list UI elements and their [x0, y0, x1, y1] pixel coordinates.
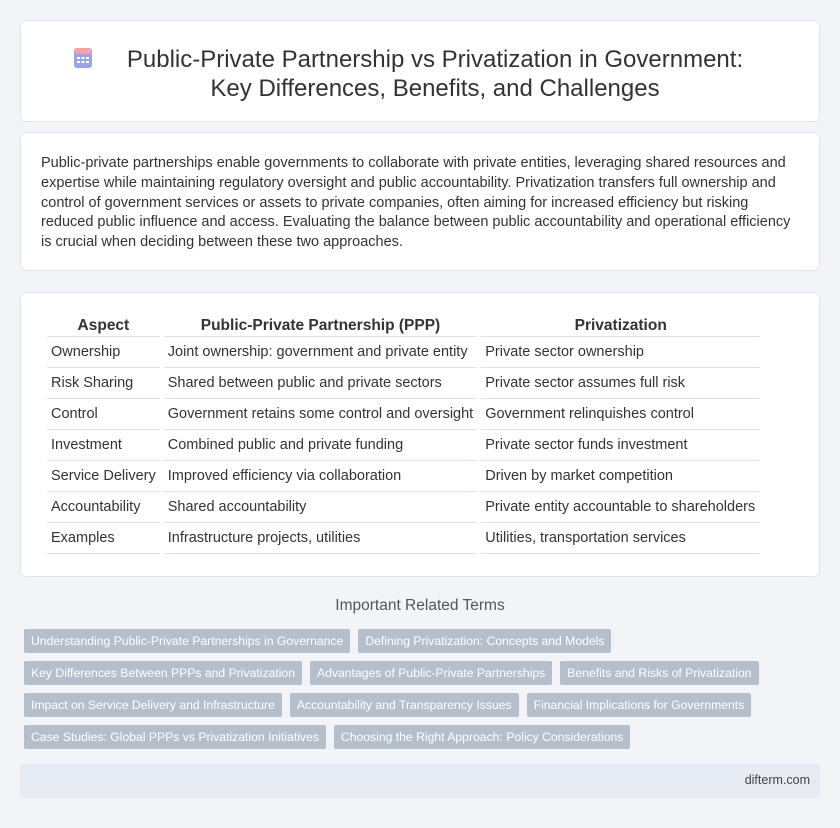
related-term-tag[interactable]: Financial Implications for Governments	[527, 693, 752, 717]
table-row	[47, 523, 760, 554]
tag-row	[24, 661, 824, 685]
footer-brand[interactable]: difterm.com	[744, 773, 810, 787]
title-card	[20, 20, 820, 122]
tag-row	[24, 693, 824, 717]
column-header-aspect: Aspect	[47, 316, 160, 337]
cell-aspect: Ownership	[47, 337, 160, 368]
related-term-tag[interactable]: Impact on Service Delivery and Infrastructure	[24, 693, 282, 717]
cell-aspect: Service Delivery	[47, 461, 160, 492]
table-row	[47, 399, 760, 430]
cell-aspect: Examples	[47, 523, 160, 554]
cell-privatization: Private sector assumes full risk	[481, 368, 760, 399]
table-row	[47, 337, 760, 368]
table-row	[47, 492, 760, 523]
footer	[20, 764, 820, 798]
related-term-tag[interactable]: Advantages of Public-Private Partnerships	[310, 661, 552, 685]
tag-row	[24, 725, 824, 749]
cell-aspect: Risk Sharing	[47, 368, 160, 399]
related-term-tag[interactable]: Understanding Public-Private Partnerships in Governance	[24, 629, 350, 653]
intro-paragraph: Public-private partnerships enable governments to collaborate with private entities, leveraging shared resources and expertise while maintaining regulatory oversight and public accountability. Privatization transfers full ownership and control of government services or assets to private companies, often aiming for increased efficiency but risking reduced public influence and access. Evaluating the balance between public accountability and operational efficiency is crucial when deciding between these two approaches.	[41, 155, 791, 251]
cell-ppp: Government retains some control and oversight	[164, 399, 477, 430]
cell-privatization: Government relinquishes control	[481, 399, 760, 430]
column-header-privatization: Privatization	[481, 316, 760, 337]
table-row	[47, 368, 760, 399]
related-term-tag[interactable]: Case Studies: Global PPPs vs Privatization Initiatives	[24, 725, 326, 749]
page-title: Public-Private Partnership vs Privatization in Government: Key Differences, Benefits, and Challenges	[126, 46, 744, 102]
cell-privatization: Driven by market competition	[481, 461, 760, 492]
cell-ppp: Joint ownership: government and private entity	[164, 337, 477, 368]
cell-privatization: Private sector funds investment	[481, 430, 760, 461]
table-row	[47, 461, 760, 492]
related-terms-title: Important Related Terms	[335, 597, 505, 614]
cell-ppp: Infrastructure projects, utilities	[164, 523, 477, 554]
cell-privatization: Utilities, transportation services	[481, 523, 760, 554]
related-term-tag[interactable]: Key Differences Between PPPs and Privatization	[24, 661, 302, 685]
cell-ppp: Shared accountability	[164, 492, 477, 523]
related-term-tag[interactable]: Benefits and Risks of Privatization	[560, 661, 758, 685]
cell-aspect: Accountability	[47, 492, 160, 523]
cell-privatization: Private entity accountable to shareholders	[481, 492, 760, 523]
table-header-row	[47, 316, 760, 337]
cell-privatization: Private sector ownership	[481, 337, 760, 368]
cell-aspect: Control	[47, 399, 160, 430]
cell-aspect: Investment	[47, 430, 160, 461]
cell-ppp: Improved efficiency via collaboration	[164, 461, 477, 492]
cell-ppp: Shared between public and private sectors	[164, 368, 477, 399]
tag-row	[24, 629, 824, 653]
related-term-tag[interactable]: Defining Privatization: Concepts and Models	[358, 629, 611, 653]
cell-ppp: Combined public and private funding	[164, 430, 477, 461]
column-header-ppp: Public-Private Partnership (PPP)	[164, 316, 477, 337]
related-term-tag[interactable]: Choosing the Right Approach: Policy Considerations	[334, 725, 631, 749]
related-terms-list	[24, 629, 824, 757]
intro-card	[20, 132, 820, 271]
table-row	[47, 430, 760, 461]
comparison-table	[43, 316, 764, 554]
comparison-card	[20, 292, 820, 577]
related-term-tag[interactable]: Accountability and Transparency Issues	[290, 693, 519, 717]
